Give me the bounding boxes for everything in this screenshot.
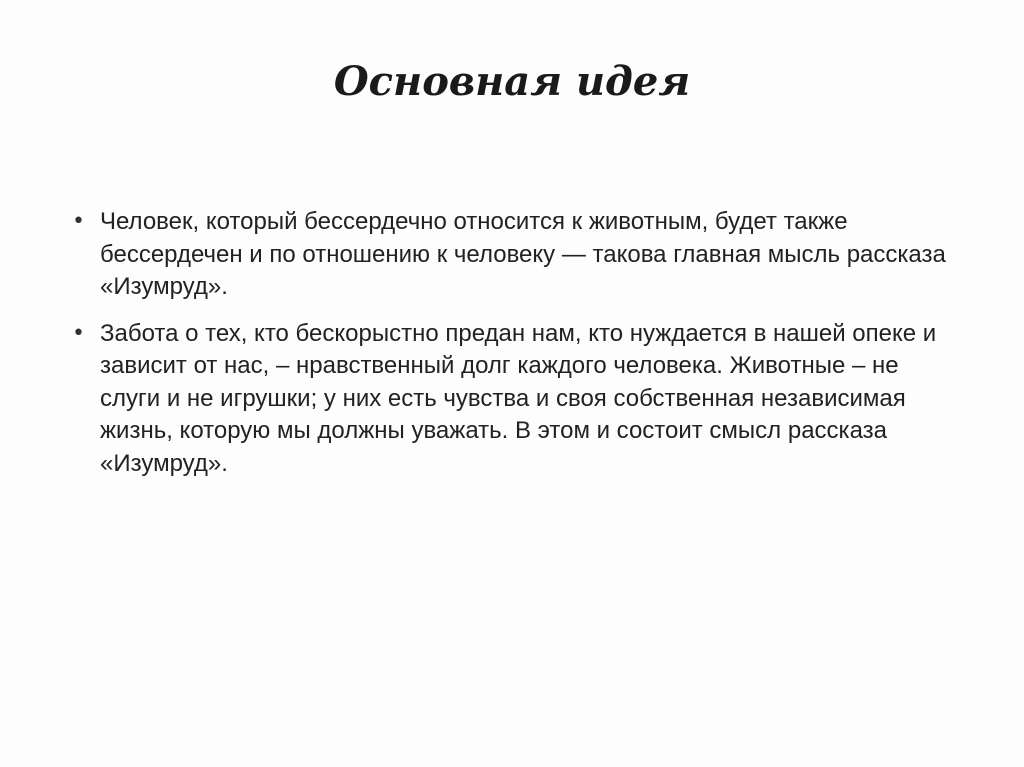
- bullet-dot-icon: •: [72, 209, 85, 234]
- bullet-text: Человек, который бессердечно относится к животным, будет также бессердечен и по отношению к человеку — такова главная мысль рассказа «Изумруд».: [100, 208, 946, 300]
- bullet-item: [72, 318, 960, 481]
- bullet-dot-icon: •: [72, 320, 85, 346]
- bullet-list: [72, 206, 960, 494]
- slide-title: Основная идея: [333, 58, 691, 105]
- bullet-item: [72, 206, 960, 304]
- bullet-text: Забота о тех, кто бескорыстно предан нам, кто нуждается в нашей опеке и зависит от нас, – нравственный долг каждого человека. Животные – не слуги и не игрушки; у них есть чувства и своя собственная независимая жизнь, которую мы должны уважать. В этом и состоит смысл рассказа «Изумруд».: [100, 319, 937, 477]
